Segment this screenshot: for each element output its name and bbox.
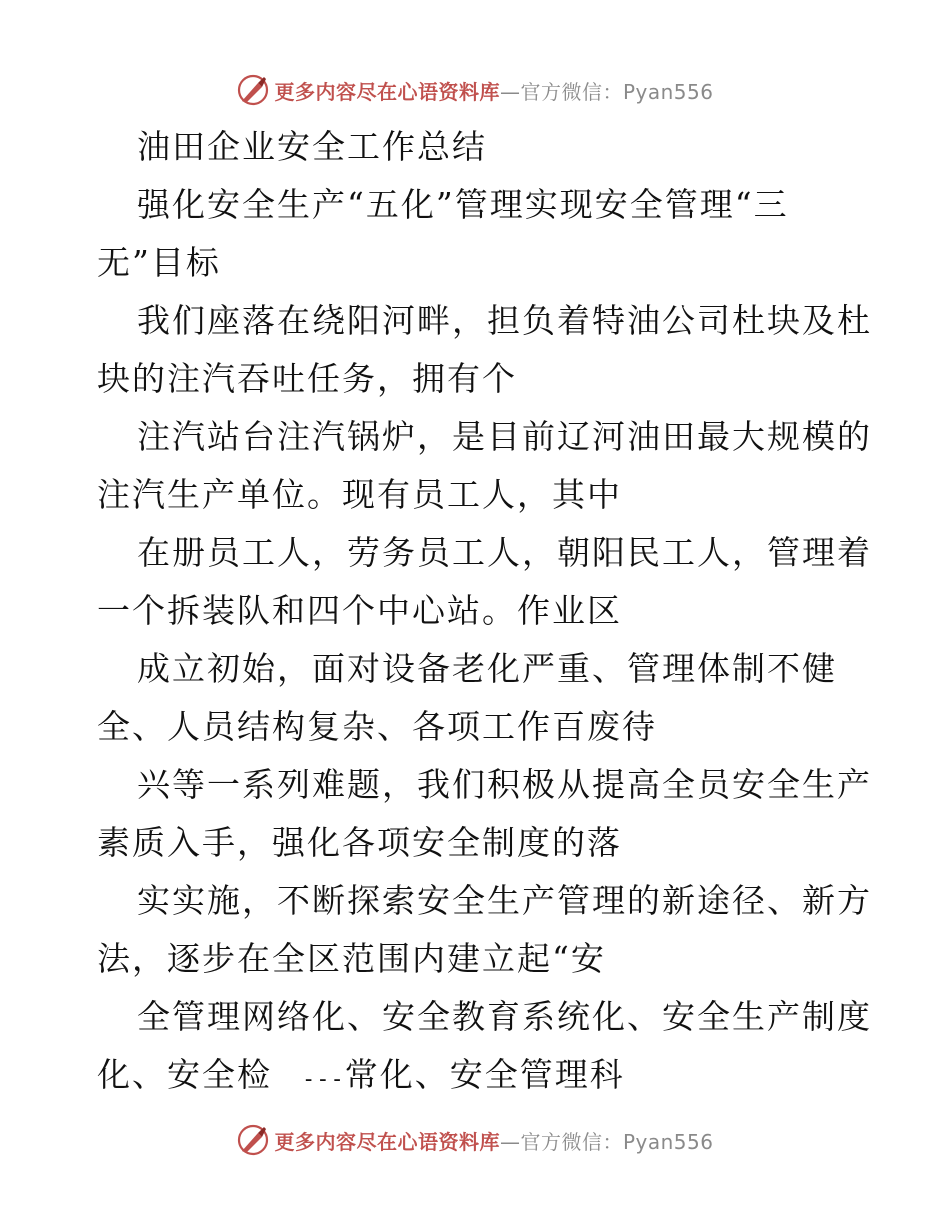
paragraph-line: 块的注汽吞吐任务，拥有个 [97,359,517,398]
footer-banner-title: 更多内容尽在心语资料库 [274,1129,500,1154]
header-banner [0,70,950,110]
paragraph-line: 兴等一系列难题，我们积极从提高全员安全生产 [137,765,872,804]
paragraph-line: 我们座落在绕阳河畔，担负着特油公司杜块及杜 [137,301,872,340]
paragraph-fragment: 常化、安全管理科 [344,1055,625,1094]
document-subtitle-line-2: 无”目标 [97,243,221,282]
dash-placeholder: --- [302,1067,345,1092]
paragraph-line: 注汽站台注汽锅炉，是目前辽河油田最大规模的 [137,417,872,456]
document-title: 油田企业安全工作总结 [137,127,487,166]
paragraph-line-last [97,1046,857,1104]
pen-logo-icon [236,73,270,107]
document-body [97,118,872,1104]
paragraph-fragment: 化、安全检 [97,1055,272,1094]
paragraph-line: 在册员工人，劳务员工人，朝阳民工人，管理着 [137,533,872,572]
header-banner-wechat: —官方微信：Pyan556 [499,79,714,104]
paragraph-line: 注汽生产单位。现有员工人，其中 [97,475,622,514]
footer-banner [0,1120,950,1160]
paragraph-line: 一个拆装队和四个中心站。作业区 [97,591,622,630]
paragraph-line: 全管理网络化、安全教育系统化、安全生产制度 [137,997,872,1036]
paragraph-line: 素质入手，强化各项安全制度的落 [97,823,622,862]
pen-logo-icon [236,1123,270,1157]
paragraph-line: 实实施，不断探索安全生产管理的新途径、新方 [137,881,872,920]
document-subtitle-line-1: 强化安全生产“五化”管理实现安全管理“三 [137,185,789,224]
footer-banner-wechat: —官方微信：Pyan556 [499,1129,714,1154]
paragraph-line: 成立初始，面对设备老化严重、管理体制不健 [137,649,837,688]
header-banner-title: 更多内容尽在心语资料库 [274,79,500,104]
paragraph-line: 全、人员结构复杂、各项工作百废待 [97,707,657,746]
paragraph-line: 法，逐步在全区范围内建立起“安 [97,939,606,978]
